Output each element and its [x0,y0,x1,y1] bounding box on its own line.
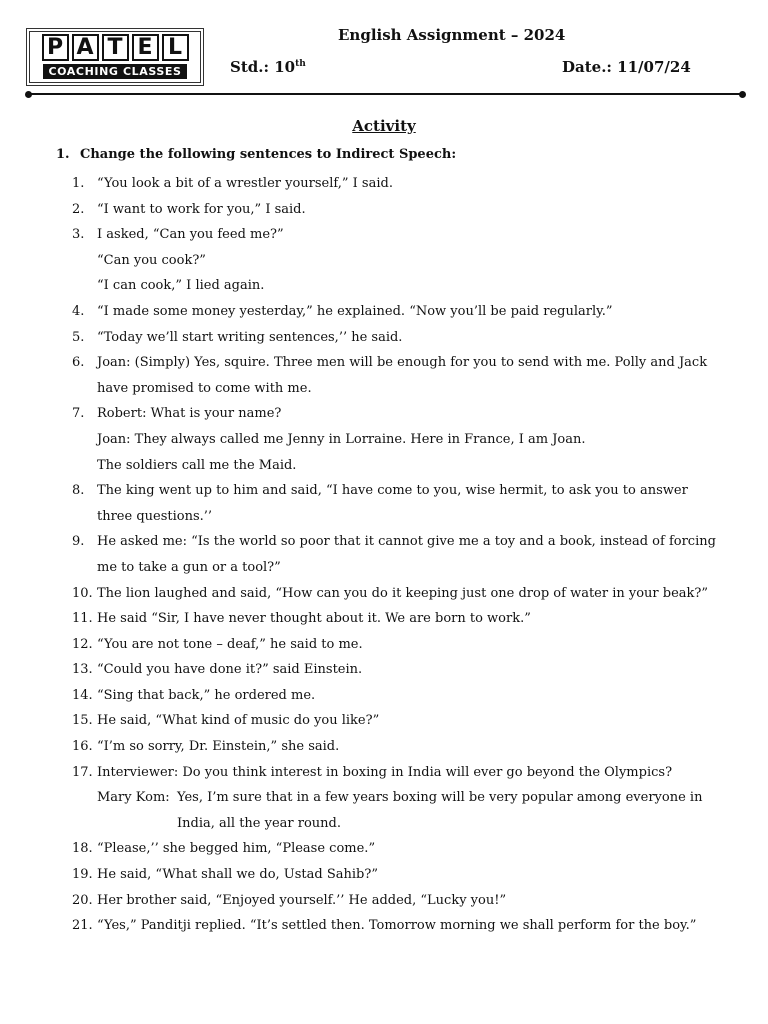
item-number: 12. [72,636,93,652]
item-text: “I made some money yesterday,” he explained. “Now you’ll be paid regularly.” [97,303,613,319]
item-number: 18. [72,841,93,857]
list-item [72,888,732,914]
logo-letter: E [132,34,159,61]
list-item [72,760,732,786]
item-continuation: “Can you cook?” [97,252,206,268]
list-item [72,683,732,709]
assignment-title: English Assignment – 2024 [338,26,566,44]
item-number: 19. [72,867,93,883]
item-number: 17. [72,764,93,780]
standard-suffix: th [295,59,306,69]
item-continuation: three questions.’’ [97,508,213,524]
item-text: “Today we’ll start writing sentences,’’ he said. [97,329,403,345]
logo-letter: L [162,34,189,61]
item-number: 11. [72,611,93,627]
item-number: 20. [72,892,93,908]
item-number: 9. [72,534,85,550]
list-item [72,606,732,632]
list-item [72,478,732,504]
list-item [72,581,732,607]
speaker-label: Mary Kom: [97,790,170,806]
item-number: 10. [72,585,93,601]
header-divider [28,93,743,95]
activity-heading: Activity [352,117,416,135]
item-text: He said, “What kind of music do you like?” [97,713,380,729]
item-number: 6. [72,355,85,371]
item-text: The king went up to him and said, “I have come to you, wise hermit, to ask you to answer [97,483,688,499]
list-item [72,862,732,888]
item-continuation: The soldiers call me the Maid. [97,457,297,473]
date-label: Date.: 11/07/24 [562,58,691,76]
item-text: “You are not tone – deaf,” he said to me. [97,636,363,652]
mary-kom-reply-continuation [72,811,732,837]
list-item [72,632,732,658]
list-item [72,299,732,325]
reply-text: India, all the year round. [177,815,341,831]
standard-text: Std.: 10 [230,58,296,76]
item-number: 15. [72,713,93,729]
item-number: 1. [72,176,85,191]
item-continuation: “I can cook,” I lied again. [97,278,265,294]
item-text: I asked, “Can you feed me?” [97,227,284,243]
item-continuation: me to take a gun or a tool?” [97,559,281,575]
list-item [72,836,732,862]
mary-kom-reply [72,785,732,811]
list-item [72,708,732,734]
item-text: “Please,’’ she begged him, “Please come.” [97,841,376,857]
item-text: The lion laughed and said, “How can you do it keeping just one drop of water in your beak?” [97,585,709,601]
patel-coaching-logo [26,28,204,86]
item-text: “Could you have done it?” said Einstein. [97,662,363,678]
sentence-list [72,171,732,939]
item-number: 21. [72,918,93,934]
item-text: He asked me: “Is the world so poor that it cannot give me a toy and a book, instead of forcing [97,534,716,550]
standard-label [230,58,306,76]
list-item [72,325,732,351]
reply-text: Yes, I’m sure that in a few years boxing will be very popular among everyone in [177,790,703,806]
logo-subtitle: COACHING CLASSES [43,64,186,79]
item-text: “Yes,” Panditji replied. “It’s settled then. Tomorrow morning we shall perform for the boy.” [97,918,697,934]
item-number: 8. [72,483,85,499]
list-item [72,401,732,427]
question-text: Change the following sentences to Indirect Speech: [80,147,457,162]
list-item [72,913,732,939]
question-number: 1. [56,147,70,162]
item-number: 7. [72,406,85,422]
item-text: Interviewer: Do you think interest in boxing in India will ever go beyond the Olympics? [97,764,673,780]
item-text: He said, “What shall we do, Ustad Sahib?” [97,867,378,883]
item-continuation: have promised to come with me. [97,380,312,396]
item-text: “I want to work for you,” I said. [97,201,306,217]
list-item [72,350,732,376]
logo-letter: A [72,34,99,61]
list-item [72,222,732,248]
logo-word [42,34,189,61]
item-text: He said “Sir, I have never thought about it. We are born to work.” [97,611,531,627]
item-number: 5. [72,329,85,345]
item-text: Her brother said, “Enjoyed yourself.’’ He added, “Lucky you!” [97,892,507,908]
question-heading [56,147,456,162]
item-number: 16. [72,739,93,755]
item-number: 2. [72,201,85,217]
item-text: “I’m so sorry, Dr. Einstein,” she said. [97,739,340,755]
item-continuation: Joan: They always called me Jenny in Lorraine. Here in France, I am Joan. [97,431,586,447]
list-item [72,171,732,197]
item-number: 3. [72,227,85,243]
item-text: “Sing that back,” he ordered me. [97,687,316,703]
logo-letter: P [42,34,69,61]
indent-spacer [97,811,177,837]
logo-letter: T [102,34,129,61]
item-text: “You look a bit of a wrestler yourself,” I said. [97,176,393,191]
item-text: Joan: (Simply) Yes, squire. Three men will be enough for you to send with me. Polly and Jack [97,355,708,371]
item-number: 13. [72,662,93,678]
item-number: 14. [72,687,93,703]
list-item [72,529,732,555]
list-item [72,197,732,223]
list-item [72,657,732,683]
list-item [72,734,732,760]
item-number: 4. [72,303,85,319]
item-text: Robert: What is your name? [97,406,282,422]
